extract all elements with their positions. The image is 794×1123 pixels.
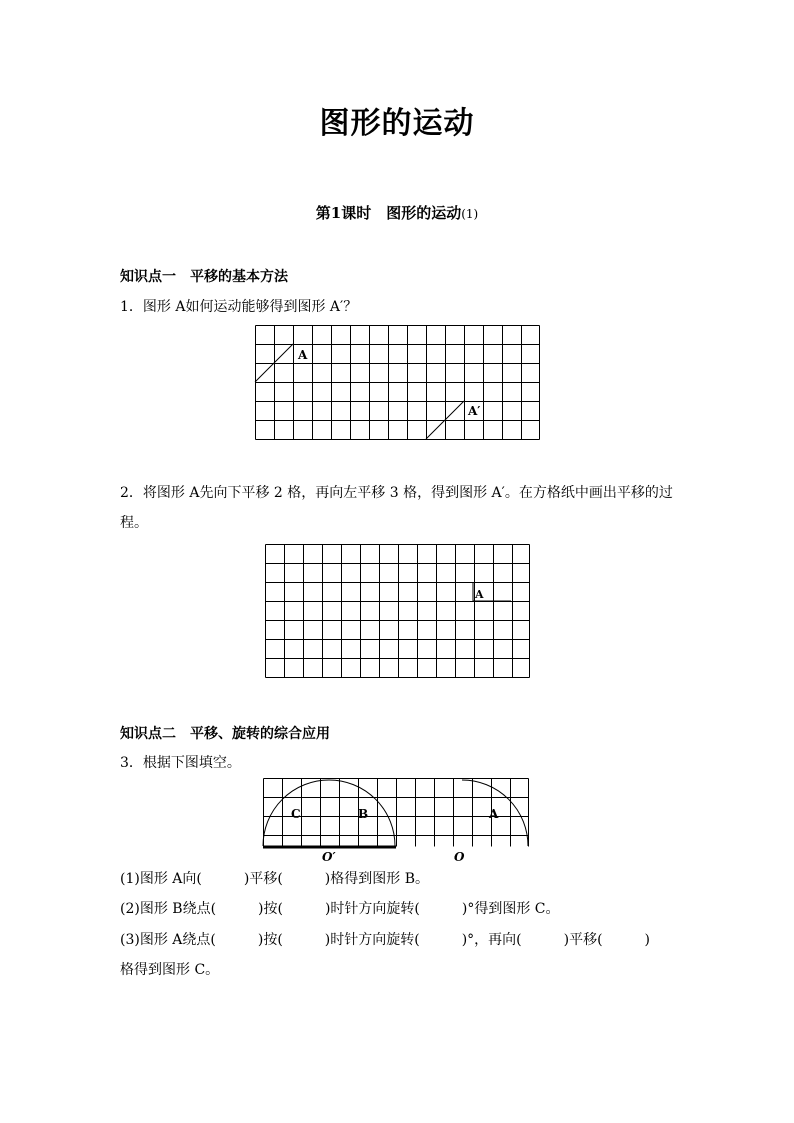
grid-3-figure <box>263 778 529 868</box>
question-2-line2: 程。 <box>120 515 148 531</box>
grid-2-figure <box>265 544 530 678</box>
question-2-line1: 2．将图形 A先向下平移 2 格，再向左平移 3 格，得到图形 A′。在方格纸中画出平移的过 <box>120 485 673 501</box>
shape-a-prime-label: A′ <box>468 404 481 418</box>
page-title: 图形的运动 <box>319 106 475 141</box>
shape-c-label: C <box>291 807 301 821</box>
shape-a-label: A <box>475 588 484 601</box>
grid-1-lines <box>256 326 540 440</box>
shape-a-label: A <box>489 807 499 821</box>
question-1: 1．图形 A如何运动能够得到图形 A′？ <box>120 299 358 315</box>
grid-1-figure <box>255 325 540 441</box>
lesson-title-main: 第1课时 图形的运动 <box>315 204 462 222</box>
fill-blank-2: (2)图形 B绕点( )按( )时针方向旋转( )°得到图形 C。 <box>120 901 560 917</box>
question-3: 3．根据下图填空。 <box>120 755 241 771</box>
section2-heading: 知识点二 平移、旋转的综合应用 <box>120 726 330 742</box>
shape-a-label: A <box>298 348 308 362</box>
lesson-title <box>0 202 794 223</box>
point-o-prime-label: O′ <box>322 850 336 864</box>
fill-blank-3-line2: 格得到图形 C。 <box>120 962 220 978</box>
shape-b-label: B <box>358 807 369 821</box>
section1-heading: 知识点一 平移的基本方法 <box>120 269 288 285</box>
grid-2-lines <box>266 545 530 678</box>
lesson-title-suffix: (1) <box>461 207 479 221</box>
fill-blank-3-line1: (3)图形 A绕点( )按( )时针方向旋转( )°，再向( )平移( ) <box>120 932 651 948</box>
point-o-label: O <box>454 850 465 864</box>
fill-blank-1: (1)图形 A向( )平移( )格得到图形 B。 <box>120 871 429 887</box>
